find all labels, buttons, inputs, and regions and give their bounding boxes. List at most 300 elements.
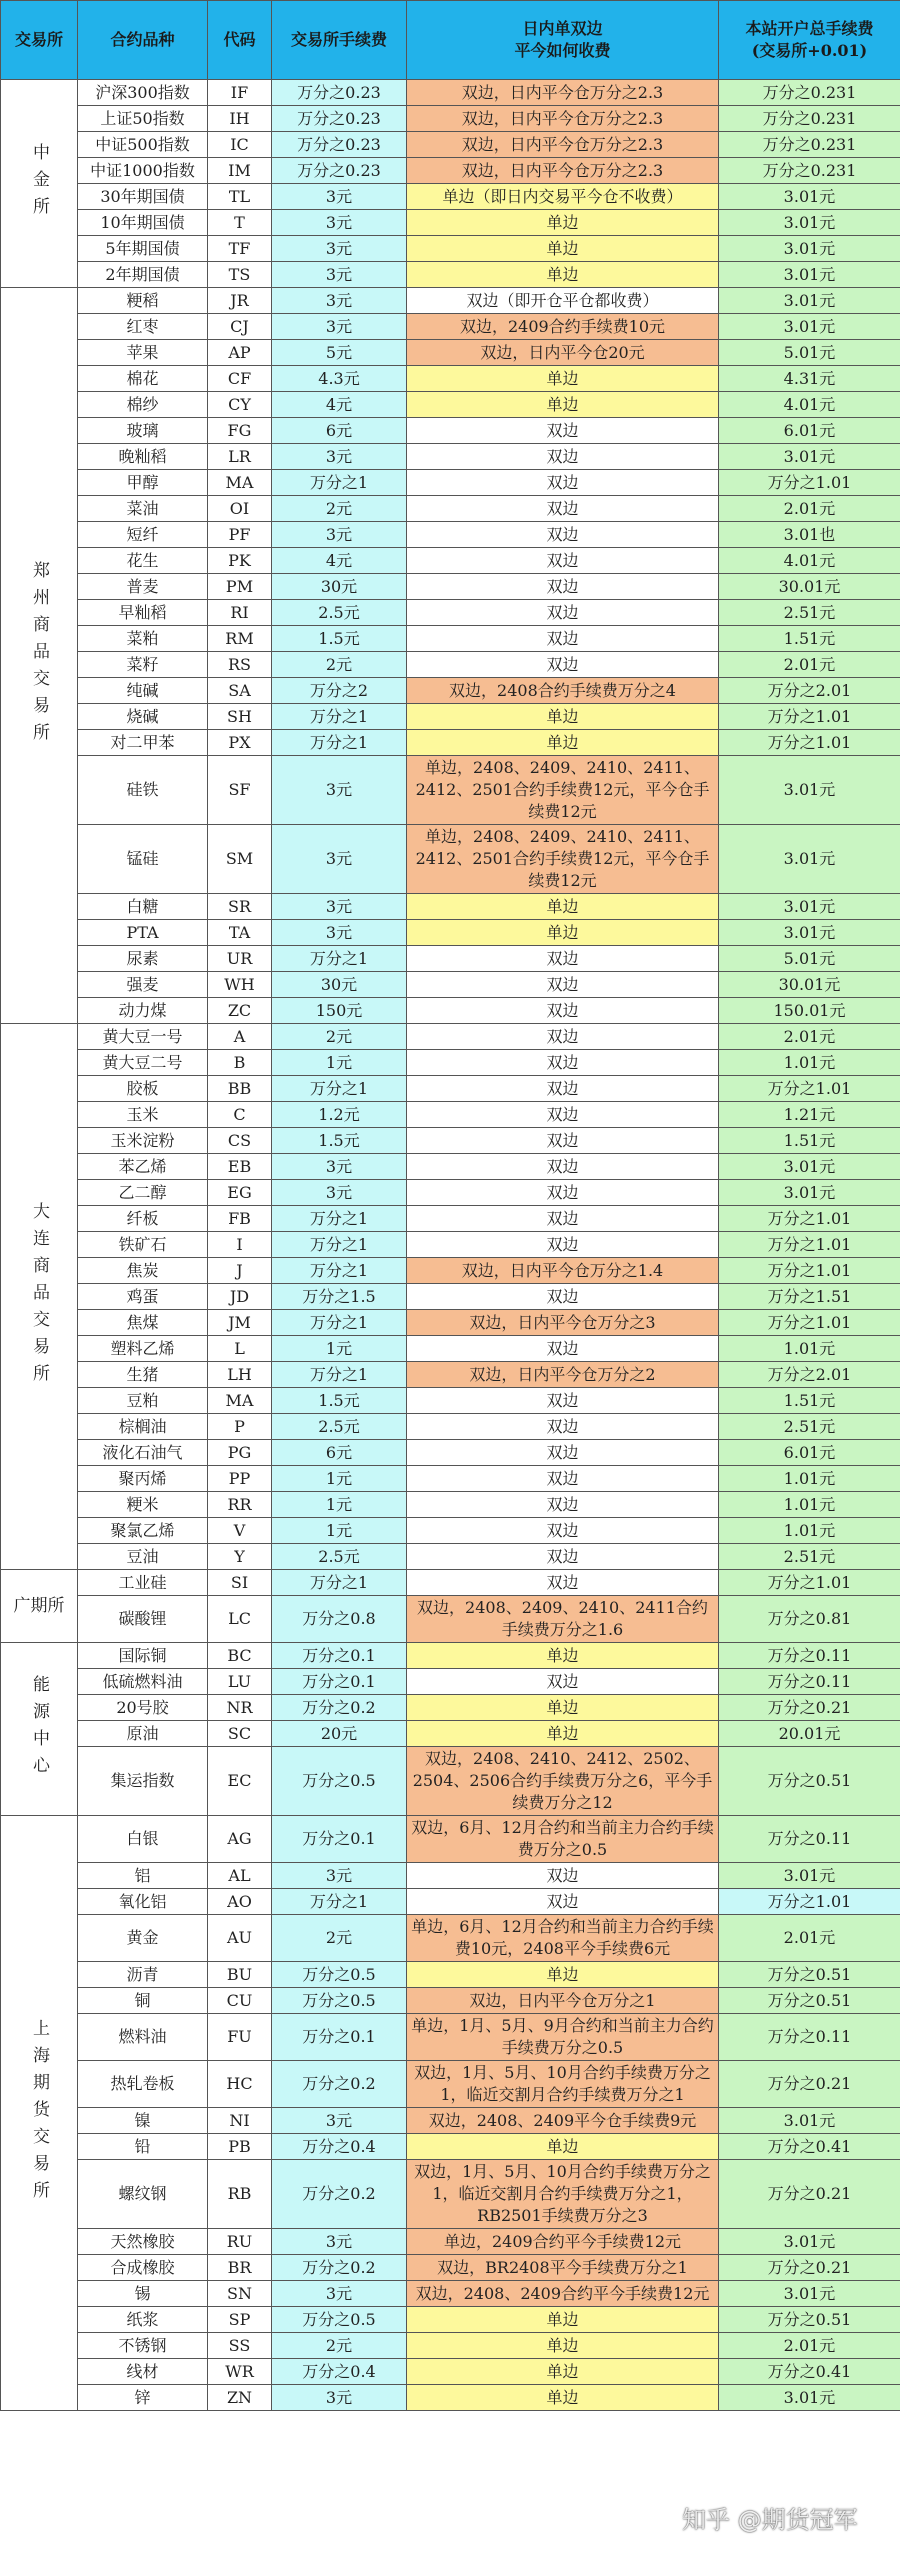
table-row <box>1 1206 900 1232</box>
product-name: 豆油 <box>78 1544 208 1570</box>
exchange-fee: 万分之2 <box>272 678 407 704</box>
product-code: SF <box>208 756 272 825</box>
total-fee: 1.21元 <box>719 1102 900 1128</box>
total-fee: 万分之1.01 <box>719 704 900 730</box>
product-code: AU <box>208 1915 272 1962</box>
intraday-rule: 双边 <box>407 1024 719 1050</box>
total-fee: 2.01元 <box>719 652 900 678</box>
header-product: 合约品种 <box>78 1 208 80</box>
product-code: BU <box>208 1962 272 1988</box>
product-code: LR <box>208 444 272 470</box>
intraday-rule: 双边 <box>407 574 719 600</box>
exchange-fee: 万分之0.2 <box>272 2255 407 2281</box>
total-fee: 4.31元 <box>719 366 900 392</box>
intraday-rule: 双边 <box>407 626 719 652</box>
intraday-rule: 双边，日内平今仓万分之2 <box>407 1362 719 1388</box>
intraday-rule: 双边 <box>407 1128 719 1154</box>
table-row <box>1 184 900 210</box>
exchange-fee: 万分之1 <box>272 1310 407 1336</box>
intraday-rule: 单边，2408、2409、2410、2411、2412、2501合约手续费12元，平今仓手续费12元 <box>407 825 719 894</box>
intraday-rule: 双边 <box>407 1863 719 1889</box>
product-code: MA <box>208 470 272 496</box>
product-code: PK <box>208 548 272 574</box>
product-code: Y <box>208 1544 272 1570</box>
product-code: PG <box>208 1440 272 1466</box>
product-name: 合成橡胶 <box>78 2255 208 2281</box>
total-fee: 2.51元 <box>719 600 900 626</box>
product-code: RS <box>208 652 272 678</box>
exchange-name: 中金所 <box>29 143 49 224</box>
intraday-rule: 双边 <box>407 1180 719 1206</box>
total-fee: 3.01元 <box>719 184 900 210</box>
product-name: 30年期国债 <box>78 184 208 210</box>
intraday-rule: 单边，6月、12月合约和当前主力合约手续费10元，2408平今手续费6元 <box>407 1915 719 1962</box>
exchange-fee: 2.5元 <box>272 600 407 626</box>
product-code: AP <box>208 340 272 366</box>
intraday-rule: 单边 <box>407 1962 719 1988</box>
product-name: 纸浆 <box>78 2307 208 2333</box>
intraday-rule: 单边，2409合约平今手续费12元 <box>407 2229 719 2255</box>
table-row <box>1 1518 900 1544</box>
exchange-fee: 20元 <box>272 1721 407 1747</box>
table-row <box>1 946 900 972</box>
product-code: IH <box>208 106 272 132</box>
exchange-name: 上海期货交易所 <box>29 2018 49 2208</box>
intraday-rule: 单边 <box>407 1643 719 1669</box>
product-code: ZC <box>208 998 272 1024</box>
exchange-fee: 万分之0.1 <box>272 1669 407 1695</box>
table-row <box>1 340 900 366</box>
product-code: MA <box>208 1388 272 1414</box>
intraday-rule: 双边 <box>407 470 719 496</box>
intraday-rule: 单边（即日内交易平今仓不收费） <box>407 184 719 210</box>
product-name: 白银 <box>78 1816 208 1863</box>
product-name: 白糖 <box>78 894 208 920</box>
product-code: SN <box>208 2281 272 2307</box>
product-name: 粳米 <box>78 1492 208 1518</box>
intraday-rule: 双边 <box>407 1154 719 1180</box>
product-code: PP <box>208 1466 272 1492</box>
product-code: CS <box>208 1128 272 1154</box>
exchange-fee: 万分之1 <box>272 1076 407 1102</box>
total-fee: 万分之0.231 <box>719 132 900 158</box>
product-code: UR <box>208 946 272 972</box>
total-fee: 3.01元 <box>719 444 900 470</box>
total-fee: 万分之1.01 <box>719 470 900 496</box>
table-row <box>1 2134 900 2160</box>
total-fee: 1.01元 <box>719 1518 900 1544</box>
product-code: L <box>208 1336 272 1362</box>
exchange-fee: 3元 <box>272 444 407 470</box>
product-code: P <box>208 1414 272 1440</box>
product-code: FB <box>208 1206 272 1232</box>
table-row <box>1 1336 900 1362</box>
exchange-name: 能源中心 <box>29 1675 49 1783</box>
total-fee: 1.01元 <box>719 1336 900 1362</box>
total-fee: 2.01元 <box>719 2333 900 2359</box>
intraday-rule: 双边 <box>407 1102 719 1128</box>
total-fee: 万分之1.01 <box>719 1206 900 1232</box>
table-row <box>1 1669 900 1695</box>
product-code: AO <box>208 1889 272 1915</box>
header-exchange: 交易所 <box>1 1 78 80</box>
total-fee: 万分之0.11 <box>719 1669 900 1695</box>
table-row <box>1 920 900 946</box>
product-name: 10年期国债 <box>78 210 208 236</box>
table-row <box>1 1492 900 1518</box>
intraday-rule: 双边 <box>407 1076 719 1102</box>
intraday-rule: 双边 <box>407 1284 719 1310</box>
product-code: TS <box>208 262 272 288</box>
table-row <box>1 2307 900 2333</box>
product-name: 螺纹钢 <box>78 2160 208 2229</box>
product-name: 铝 <box>78 1863 208 1889</box>
exchange-fee: 4元 <box>272 392 407 418</box>
product-name: 乙二醇 <box>78 1180 208 1206</box>
intraday-rule: 双边，日内平今仓万分之2.3 <box>407 106 719 132</box>
product-name: 硅铁 <box>78 756 208 825</box>
intraday-rule: 双边 <box>407 522 719 548</box>
exchange-name: 大连商品交易所 <box>29 1202 49 1391</box>
exchange-fee: 万分之0.1 <box>272 1643 407 1669</box>
product-code: I <box>208 1232 272 1258</box>
table-row <box>1 1310 900 1336</box>
exchange-fee: 万分之1 <box>272 1362 407 1388</box>
product-name: 热轧卷板 <box>78 2061 208 2108</box>
product-name: 上证50指数 <box>78 106 208 132</box>
exchange-fee: 万分之1 <box>272 704 407 730</box>
exchange-fee: 150元 <box>272 998 407 1024</box>
table-row <box>1 1816 900 1863</box>
table-row <box>1 1643 900 1669</box>
exchange-fee: 万分之1 <box>272 1570 407 1596</box>
product-name: 2年期国债 <box>78 262 208 288</box>
product-name: 对二甲苯 <box>78 730 208 756</box>
product-code: HC <box>208 2061 272 2108</box>
product-name: 铅 <box>78 2134 208 2160</box>
exchange-fee: 3元 <box>272 2108 407 2134</box>
table-row <box>1 825 900 894</box>
product-code: NR <box>208 1695 272 1721</box>
total-fee: 2.51元 <box>719 1544 900 1570</box>
intraday-rule: 单边 <box>407 366 719 392</box>
total-fee: 万分之1.01 <box>719 1310 900 1336</box>
product-name: 低硫燃料油 <box>78 1669 208 1695</box>
total-fee: 万分之2.01 <box>719 1362 900 1388</box>
intraday-rule: 双边 <box>407 1232 719 1258</box>
product-code: RU <box>208 2229 272 2255</box>
total-fee: 30.01元 <box>719 972 900 998</box>
total-fee: 万分之0.51 <box>719 2307 900 2333</box>
exchange-fee: 30元 <box>272 972 407 998</box>
exchange-fee: 万分之0.5 <box>272 1962 407 1988</box>
product-code: AG <box>208 1816 272 1863</box>
exchange-fee: 万分之0.5 <box>272 1988 407 2014</box>
table-row <box>1 210 900 236</box>
exchange-fee: 万分之1.5 <box>272 1284 407 1310</box>
product-name: 棉纱 <box>78 392 208 418</box>
total-fee: 150.01元 <box>719 998 900 1024</box>
intraday-rule: 双边 <box>407 548 719 574</box>
table-row <box>1 730 900 756</box>
intraday-rule: 单边 <box>407 392 719 418</box>
product-code: LC <box>208 1596 272 1643</box>
exchange-name: 广期所 <box>13 1596 65 1616</box>
product-code: B <box>208 1050 272 1076</box>
product-code: C <box>208 1102 272 1128</box>
exchange-fee: 3元 <box>272 894 407 920</box>
product-name: 中证1000指数 <box>78 158 208 184</box>
table-row <box>1 2160 900 2229</box>
product-name: 氧化铝 <box>78 1889 208 1915</box>
product-name: 燃料油 <box>78 2014 208 2061</box>
exchange-fee: 万分之1 <box>272 470 407 496</box>
exchange-fee: 万分之0.2 <box>272 2160 407 2229</box>
exchange-fee: 1.5元 <box>272 1388 407 1414</box>
total-fee: 万分之1.01 <box>719 730 900 756</box>
product-name: 镍 <box>78 2108 208 2134</box>
intraday-rule: 双边 <box>407 1492 719 1518</box>
product-name: 玉米淀粉 <box>78 1128 208 1154</box>
product-name: PTA <box>78 920 208 946</box>
table-body <box>1 80 900 2411</box>
table-row <box>1 1915 900 1962</box>
table-row <box>1 106 900 132</box>
total-fee: 万分之0.231 <box>719 80 900 106</box>
table-row <box>1 2108 900 2134</box>
total-fee: 万分之0.41 <box>719 2359 900 2385</box>
exchange-fee: 万分之0.1 <box>272 1816 407 1863</box>
intraday-rule: 双边，BR2408平今手续费万分之1 <box>407 2255 719 2281</box>
product-code: PF <box>208 522 272 548</box>
product-name: 天然橡胶 <box>78 2229 208 2255</box>
product-name: 普麦 <box>78 574 208 600</box>
product-code: AL <box>208 1863 272 1889</box>
table-row <box>1 1258 900 1284</box>
product-name: 玻璃 <box>78 418 208 444</box>
product-code: WH <box>208 972 272 998</box>
total-fee: 3.01元 <box>719 1863 900 1889</box>
exchange-fee: 2元 <box>272 1024 407 1050</box>
table-row <box>1 600 900 626</box>
exchange-fee: 3元 <box>272 1180 407 1206</box>
product-name: 玉米 <box>78 1102 208 1128</box>
product-code: SC <box>208 1721 272 1747</box>
product-name: 豆粕 <box>78 1388 208 1414</box>
total-fee: 3.01元 <box>719 210 900 236</box>
header-note-line1: 日内单双边 <box>522 19 603 38</box>
exchange-fee: 万分之1 <box>272 730 407 756</box>
total-fee: 万分之1.01 <box>719 1232 900 1258</box>
intraday-rule: 双边 <box>407 998 719 1024</box>
exchange-fee: 万分之0.4 <box>272 2134 407 2160</box>
intraday-rule: 单边，2408、2409、2410、2411、2412、2501合约手续费12元，平今仓手续费12元 <box>407 756 719 825</box>
intraday-rule: 单边 <box>407 920 719 946</box>
table-row <box>1 1747 900 1816</box>
intraday-rule: 双边，6月、12月合约和当前主力合约手续费万分之0.5 <box>407 1816 719 1863</box>
product-name: 菜油 <box>78 496 208 522</box>
intraday-rule: 双边，日内平今仓万分之1.4 <box>407 1258 719 1284</box>
product-name: 生猪 <box>78 1362 208 1388</box>
product-name: 黄大豆一号 <box>78 1024 208 1050</box>
product-name: 苹果 <box>78 340 208 366</box>
table-row <box>1 288 900 314</box>
total-fee: 万分之1.01 <box>719 1889 900 1915</box>
total-fee: 3.01也 <box>719 522 900 548</box>
table-row <box>1 262 900 288</box>
intraday-rule: 单边 <box>407 2359 719 2385</box>
table-row <box>1 2359 900 2385</box>
product-code: JR <box>208 288 272 314</box>
table-row <box>1 444 900 470</box>
product-name: 纤板 <box>78 1206 208 1232</box>
intraday-rule: 双边 <box>407 1570 719 1596</box>
exchange-fee: 5元 <box>272 340 407 366</box>
product-code: TL <box>208 184 272 210</box>
header-note-line2: 平今如何收费 <box>514 41 611 60</box>
intraday-rule: 双边 <box>407 652 719 678</box>
exchange-fee: 1.5元 <box>272 626 407 652</box>
table-row <box>1 392 900 418</box>
product-name: 焦煤 <box>78 1310 208 1336</box>
total-fee: 3.01元 <box>719 1180 900 1206</box>
product-name: 短纤 <box>78 522 208 548</box>
total-fee: 3.01元 <box>719 2229 900 2255</box>
total-fee: 万分之2.01 <box>719 678 900 704</box>
product-name: 花生 <box>78 548 208 574</box>
intraday-rule: 双边 <box>407 1544 719 1570</box>
product-code: IC <box>208 132 272 158</box>
intraday-rule: 双边 <box>407 1206 719 1232</box>
intraday-rule: 单边 <box>407 2333 719 2359</box>
total-fee: 万分之0.51 <box>719 1747 900 1816</box>
exchange-fee: 万分之1 <box>272 1258 407 1284</box>
exchange-fee: 2元 <box>272 1915 407 1962</box>
total-fee: 3.01元 <box>719 2385 900 2411</box>
total-fee: 万分之1.01 <box>719 1570 900 1596</box>
exchange-fee: 3元 <box>272 2229 407 2255</box>
table-row <box>1 1232 900 1258</box>
product-name: 塑料乙烯 <box>78 1336 208 1362</box>
total-fee: 3.01元 <box>719 288 900 314</box>
product-code: SH <box>208 704 272 730</box>
table-row <box>1 1863 900 1889</box>
table-row <box>1 756 900 825</box>
product-code: V <box>208 1518 272 1544</box>
intraday-rule: 单边 <box>407 2134 719 2160</box>
exchange-cell <box>1 1570 78 1643</box>
intraday-rule: 单边 <box>407 210 719 236</box>
intraday-rule: 双边 <box>407 1440 719 1466</box>
product-name: 甲醇 <box>78 470 208 496</box>
total-fee: 3.01元 <box>719 2281 900 2307</box>
exchange-fee: 1元 <box>272 1492 407 1518</box>
exchange-cell <box>1 1816 78 2411</box>
product-name: 红枣 <box>78 314 208 340</box>
intraday-rule: 双边 <box>407 444 719 470</box>
total-fee: 3.01元 <box>719 236 900 262</box>
total-fee: 万分之0.11 <box>719 1643 900 1669</box>
total-fee: 3.01元 <box>719 314 900 340</box>
total-fee: 4.01元 <box>719 392 900 418</box>
intraday-rule: 单边 <box>407 1695 719 1721</box>
total-fee: 万分之0.81 <box>719 1596 900 1643</box>
product-name: 国际铜 <box>78 1643 208 1669</box>
total-fee: 万分之0.231 <box>719 106 900 132</box>
product-code: RR <box>208 1492 272 1518</box>
total-fee: 3.01元 <box>719 894 900 920</box>
product-code: ZN <box>208 2385 272 2411</box>
product-code: LU <box>208 1669 272 1695</box>
exchange-fee: 3元 <box>272 522 407 548</box>
table-row <box>1 1050 900 1076</box>
exchange-fee: 1.5元 <box>272 1128 407 1154</box>
product-name: 强麦 <box>78 972 208 998</box>
product-name: 鸡蛋 <box>78 1284 208 1310</box>
table-row <box>1 522 900 548</box>
intraday-rule: 双边，日内平今仓万分之2.3 <box>407 132 719 158</box>
table-row <box>1 366 900 392</box>
exchange-fee: 万分之0.1 <box>272 2014 407 2061</box>
product-name: 粳稻 <box>78 288 208 314</box>
total-fee: 万分之0.11 <box>719 1816 900 1863</box>
product-name: 锡 <box>78 2281 208 2307</box>
product-code: SP <box>208 2307 272 2333</box>
intraday-rule: 双边 <box>407 496 719 522</box>
table-row <box>1 2255 900 2281</box>
product-name: 铁矿石 <box>78 1232 208 1258</box>
exchange-fee: 万分之0.8 <box>272 1596 407 1643</box>
total-fee: 3.01元 <box>719 1154 900 1180</box>
exchange-fee: 万分之0.23 <box>272 80 407 106</box>
exchange-cell <box>1 1024 78 1570</box>
intraday-rule: 双边 <box>407 972 719 998</box>
exchange-fee: 3元 <box>272 756 407 825</box>
header-total-line1: 本站开户总手续费 <box>745 19 874 38</box>
table-row <box>1 626 900 652</box>
product-code: SA <box>208 678 272 704</box>
total-fee: 1.51元 <box>719 1128 900 1154</box>
product-name: 棉花 <box>78 366 208 392</box>
table-row <box>1 1695 900 1721</box>
product-code: A <box>208 1024 272 1050</box>
exchange-fee: 4元 <box>272 548 407 574</box>
exchange-cell <box>1 1643 78 1816</box>
intraday-rule: 单边 <box>407 2385 719 2411</box>
exchange-fee: 3元 <box>272 236 407 262</box>
exchange-fee: 1元 <box>272 1466 407 1492</box>
product-name: 晚籼稻 <box>78 444 208 470</box>
total-fee: 1.01元 <box>719 1466 900 1492</box>
exchange-fee: 1元 <box>272 1050 407 1076</box>
table-row <box>1 574 900 600</box>
product-code: WR <box>208 2359 272 2385</box>
table-row <box>1 1721 900 1747</box>
total-fee: 3.01元 <box>719 262 900 288</box>
intraday-rule: 双边，2408、2409平今仓手续费9元 <box>407 2108 719 2134</box>
exchange-fee: 3元 <box>272 1863 407 1889</box>
intraday-rule: 双边，1月、5月、10月合约手续费万分之1，临近交割月合约手续费万分之1 <box>407 2061 719 2108</box>
total-fee: 万分之0.51 <box>719 1962 900 1988</box>
product-name: 沪深300指数 <box>78 80 208 106</box>
intraday-rule: 单边 <box>407 1721 719 1747</box>
intraday-rule: 双边 <box>407 1050 719 1076</box>
product-code: SM <box>208 825 272 894</box>
table-row <box>1 652 900 678</box>
table-row <box>1 1570 900 1596</box>
exchange-fee: 万分之1 <box>272 1889 407 1915</box>
table-row <box>1 548 900 574</box>
